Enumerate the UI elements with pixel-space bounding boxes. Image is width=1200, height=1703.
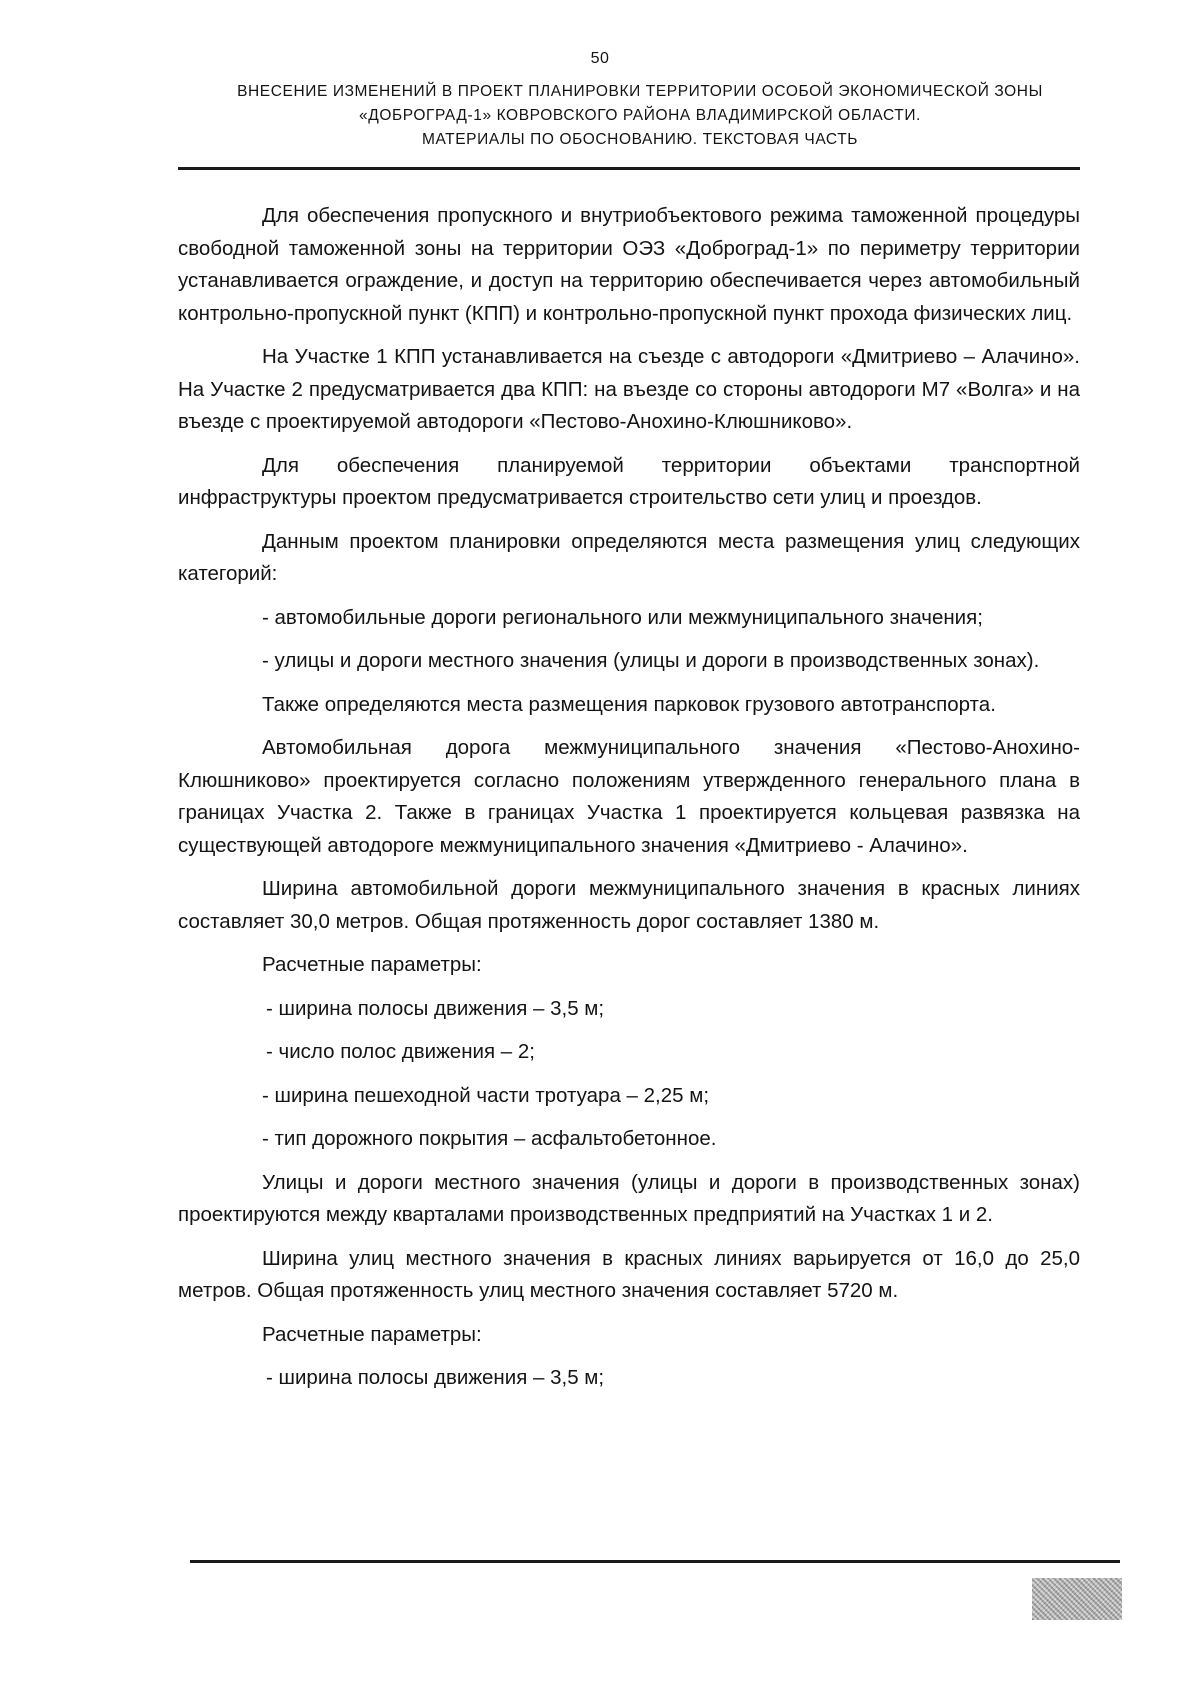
paragraph-checkpoint-locations: На Участке 1 КПП устанавливается на съезде с автодороги «Дмитриево – Алачино». На Участке 2 предусматривается два КПП: на въезде со стороны автодороги М7 «Волга» и на въезде с проектируемой автодороги «Пестово-Анохино-Клюшниково».: [178, 345, 1080, 433]
param-pavement-type: - тип дорожного покрытия – асфальтобетонное.: [262, 1127, 717, 1150]
header-line-3: МАТЕРИАЛЫ ПО ОБОСНОВАНИЮ. ТЕКСТОВАЯ ЧАСТЬ: [421, 131, 859, 148]
page-number: 50: [590, 50, 610, 67]
param-lane-width-local: - ширина полосы движения – 3,5 м;: [266, 1366, 605, 1389]
header-divider: [178, 167, 1080, 170]
paragraph-truck-parking: Также определяются места размещения парковок грузового автотранспорта.: [262, 692, 996, 716]
document-header: [200, 80, 1080, 152]
params-label-1: Расчетные параметры:: [262, 953, 482, 976]
document-body: [178, 200, 1080, 1406]
paragraph-street-categories: Данным проектом планировки определяются места размещения улиц следующих категорий:: [178, 529, 1080, 585]
params-label-2: Расчетные параметры:: [262, 1322, 482, 1346]
paragraph-local-street-width: Ширина улиц местного значения в красных линиях варьируется от 16,0 до 25,0 метров. Общая протяженность улиц местного значения составляет 5720 м.: [178, 1246, 1080, 1302]
scan-stamp: [1032, 1578, 1122, 1620]
header-line-1: ВНЕСЕНИЕ ИЗМЕНЕНИЙ В ПРОЕКТ ПЛАНИРОВКИ ТЕРРИТОРИИ ОСОБОЙ ЭКОНОМИЧЕСКОЙ ЗОНЫ: [237, 83, 1043, 100]
paragraph-local-streets: - улицы и дороги местного значения (улицы и дороги в производственных зонах).: [262, 649, 1040, 672]
param-sidewalk-width: - ширина пешеходной части тротуара – 2,25 м;: [262, 1083, 710, 1107]
param-lane-count: - число полос движения – 2;: [266, 1040, 535, 1063]
paragraph-checkpoint-regime: Для обеспечения пропускного и внутриобъектового режима таможенной процедуры свободной таможенной зоны на территории ОЭЗ «Доброград-1» по периметру территории устанавливается ограждение, и доступ на территорию обеспечивается через автомобильный контрольно-пропускной пункт (КПП) и контрольно-пропускной пункт прохода физических лиц.: [178, 204, 1080, 325]
footer-divider: [190, 1560, 1120, 1563]
paragraph-intermunicipal-road: Автомобильная дорога межмуниципального значения «Пестово-Анохино-Клюшниково» проектируется согласно положениям утвержденного генерального плана в границах Участка 2. Также в границах Участка 1 проектируется кольцевая развязка на существующей автодороге межмуниципального значения «Дмитриево - Алачино».: [178, 736, 1080, 857]
paragraph-road-width: Ширина автомобильной дороги межмуниципального значения в красных линиях составляет 30,0 метров. Общая протяженность дорог составляет 1380 м.: [178, 877, 1080, 933]
paragraph-local-roads: Улицы и дороги местного значения (улицы и дороги в производственных зонах) проектируются между кварталами производственных предприятий на Участках 1 и 2.: [178, 1170, 1080, 1226]
paragraph-transport-infrastructure: Для обеспечения планируемой территории объектами транспортной инфраструктуры проектом предусматривается строительство сети улиц и проездов.: [178, 453, 1080, 509]
param-lane-width: - ширина полосы движения – 3,5 м;: [266, 996, 605, 1020]
list-item-regional-roads: - автомобильные дороги регионального или межмуниципального значения;: [262, 605, 983, 629]
header-line-2: «ДОБРОГРАД-1» КОВРОВСКОГО РАЙОНА ВЛАДИМИРСКОЙ ОБЛАСТИ.: [359, 107, 921, 124]
